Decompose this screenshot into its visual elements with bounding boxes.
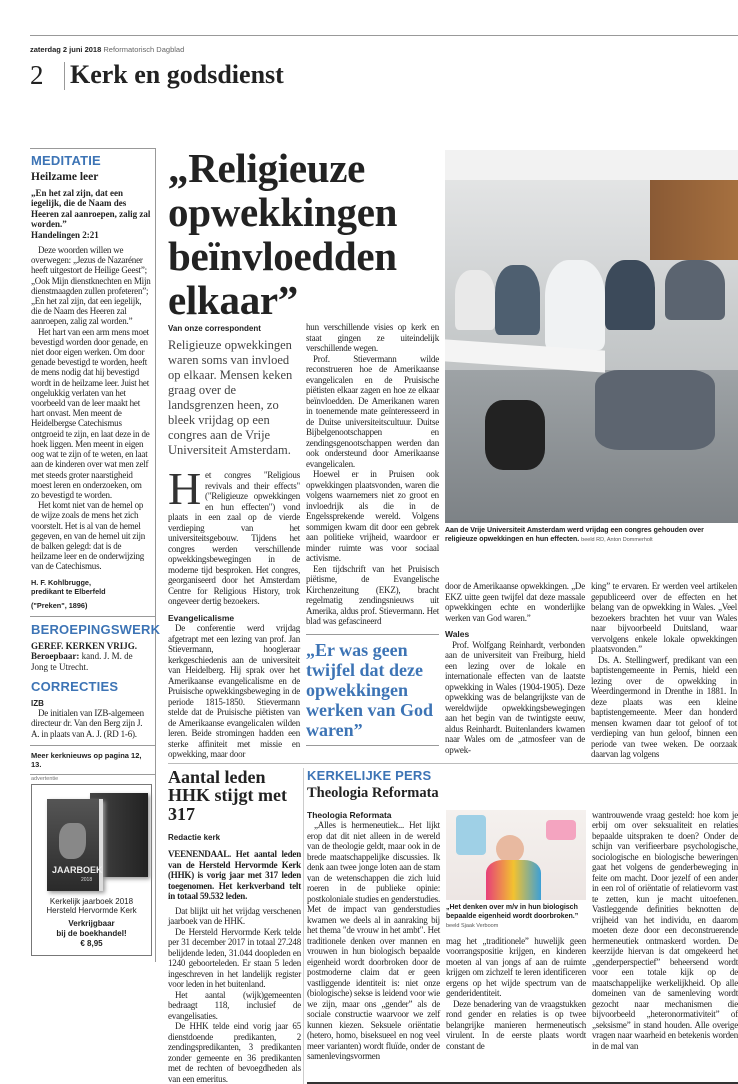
column-divider	[303, 768, 304, 1084]
subhead: Evangelicalisme	[168, 613, 300, 624]
article-column-2	[306, 322, 439, 746]
drop-cap: H	[168, 470, 201, 511]
quote-rule	[306, 634, 439, 635]
hhk-headline: Aantal leden HHK stijgt met 317	[168, 768, 301, 824]
meditatie-source: ("Preken", 1896)	[31, 601, 151, 611]
meditatie-title: Heilzame leer	[31, 171, 151, 183]
paragraph: wantrouwende vraag gesteld: hoe kom je erbij om over seksualiteit en relaties bepaalde uitspraken te doen? Onder de schijn van verifieerbare psychologische, sociologische en biologische beweringen gaat het volgens de genderbeweging in feite om macht. Door jezelf of een ander in een rol of oriëntatie of relatievorm vast te zetten, kun je macht uitoefenen. Vastleggende definities beknotten de vrijheid van het individu, en daarom moeten deze door een deconstruerende hermeneutiek ontmaskerd worden. De keerzijde hiervan is dat omgekeerd het „genderperspectief” beheersend wordt voor een totale kijk op de maatschappelijke werkelijkheid. Op alle domeinen van de samenleving wordt gezocht naar mechanismen die bijvoorbeeld „heteronormativiteit” of „seksisme” in stand houden. Alle overige vragen naar waarheid en betekenis worden in de mal van	[592, 810, 738, 1052]
byline: Van onze correspondent	[168, 324, 300, 333]
correcties-kicker: CORRECTIES	[31, 679, 151, 694]
meditatie-box	[31, 153, 151, 610]
map-icon	[59, 823, 86, 859]
correcties-subhead: IZB	[31, 699, 151, 708]
paragraph: mag het „traditionele” huwelijk geen voorrangspositie krijgen, en kinderen moeten al van jongs af aan de ruimte krijgen om zichzelf te leren identificeren ergens op het wijde spectrum van de genderidentiteit.	[446, 936, 586, 999]
paragraph: king” te ervaren. Er werden veel artikelen gepubliceerd over de effecten en het belang van de opwekking in Wales. „Veel bezoekers brachten het vuur van Wales naar bijvoorbeeld Duitsland, waar vervolgens enkele lokale opwekkingen plaatsvonden.”	[591, 581, 737, 655]
pull-quote: „Er was geen twijfel dat deze opwekkingen werken van God waren”	[306, 640, 439, 740]
paper-name: Reformatorisch Dagblad	[103, 45, 184, 54]
paragraph: Hoewel er in Pruisen ook opwekkingen plaatsvonden, waren die volgens waarnemers niet zo groot en invloedrijk als die in de Engelssprekende wereld. Volgens sommigen kwam dit door een gebrek aan politieke vrijheid, waardoor er minder ruimte was voor sociaal activisme.	[306, 469, 439, 564]
conference-photo	[445, 150, 738, 523]
beroepingswerk-box	[31, 622, 151, 739]
child-head	[496, 835, 524, 863]
meditatie-body	[31, 245, 151, 572]
correcties-text: De initialen van IZB-algemeen directeur dr. Van den Berg zijn J. A. in plaats van A. J. (RD 1-6).	[31, 708, 151, 739]
article-column-4	[591, 581, 737, 760]
pers-column-2-body	[446, 936, 586, 1052]
paragraph: De HHK telde eind vorig jaar 65 dienstdoende predikanten, 2 zendingspredikanten, 3 predikanten zonder gemeente en 36 predikanten met de rechten of bevoegdheden als van een emeritus.	[168, 1021, 301, 1084]
paragraph: et congres "Religious revivals and their effects" ("Religieuze opwekkingen en hun effecten") vond plaats in een zaal op de vierde verdieping van het universiteitsgebouw. Tijdens het congres werden verschillende opwekkingsbewegingen in de moderne tijd besproken. Het congres, georganiseerd door het Amsterdam Centre for Religious History, trok ongeveer dertig bezoekers.	[168, 470, 300, 607]
article-column-3	[445, 581, 585, 755]
photo-block	[445, 150, 737, 545]
beroepingswerk-kicker: BEROEPINGSWERK	[31, 622, 151, 637]
beroepbaar-label: Beroepbaar:	[31, 651, 79, 661]
hhk-byline: Redactie kerk	[168, 833, 301, 842]
pers-article	[307, 768, 738, 1084]
caption-text: Aan de Vrije Universiteit Amsterdam werd vrijdag een congres gehouden over religieuze opwekkingen en hun effecten.	[445, 527, 704, 543]
beroepbaar-text: kand. J. M. de Jong te Utrecht.	[31, 651, 133, 671]
paragraph: Het komt niet van de hemel op de wijze zoals de mens het zich voorstelt. Het is al van de hemel gegeven, en van de hemel uit zijn de balken gelegd: dat is de heilzame leer en de onderwijzing van de Catechismus.	[31, 500, 151, 571]
meditatie-author-role: predikant te Elberfeld	[31, 587, 151, 597]
chairs	[595, 370, 715, 450]
pers-column-2	[446, 810, 586, 1052]
person	[605, 260, 655, 330]
person	[545, 260, 605, 350]
meditatie-author: H. F. Kohlbrugge,	[31, 578, 151, 588]
ad-price: € 8,95	[32, 939, 151, 949]
caption-text: „Het denken over m/v in hun biologisch bepaalde eigenheid wordt doorbroken.”	[446, 904, 578, 920]
paragraph: Dat blijkt uit het vrijdag verschenen jaarboek van de HHK.	[168, 906, 301, 927]
ad-cta2: bij de boekhandel!	[32, 929, 151, 939]
person	[495, 265, 540, 335]
date: zaterdag 2 juni 2018	[30, 45, 101, 54]
paragraph: Deze woorden willen we overwegen: „Jezus de Nazaréner heeft uitgestort de Heilige Geest”; „Ook Mijn dienstknechten en Mijn dienstmaagden zullen profeteren”; „En het zal zijn, dat een iegelijk, die de Naam des Heeren zal aanroepen, zalig zal worden.”	[31, 245, 151, 327]
page-number: 2	[30, 59, 44, 91]
meditatie-kicker: MEDITATIE	[31, 153, 151, 168]
person	[665, 260, 725, 320]
subhead: Theologia Reformata	[307, 810, 440, 821]
paragraph: Ds. A. Stellingwerf, predikant van een baptistengemeente in Pernis, hield een lezing over de opwekking in Weerdingermond in Drenthe in 1881. In deze plaats was een kleine baptistengemeente. Meer dan honderd mensen kwamen daar tot geloof of tot verdieping van hun geloof, binnen een periode van twee weken. De oorzaak daarvan lag volgens	[591, 655, 737, 760]
paragraph: „Alles is hermeneutiek... Het lijkt erop dat dit niet alleen in de wereld van de theologie geldt, maar ook in de brede maatschappelijke discussies. Ik denk aan twee jonge loten aan de stam van de wetenschappen die zich luid roeren in de publieke opinie: postkoloniale studies en genderstudies. Met de impact van genderstudies kwamen we deels al in aanraking bij het thema "de vrouw in het ambt". Het traditionele denken over mannen en vrouwen in hun biologisch bepaalde eigenheid wordt doorbroken door de postmoderne claim dat er geen vastliggende identiteit is: niet onze (biologische) sekse is leidend voor wie we zijn, maar ons „gender” als de sociale constructie waarvoor we zelf kunnen kiezen. Seksuele oriëntatie (hetero, homo, biseksueel en nog veel meer varianten) wordt fluïde, onder de samenlevingsvormen	[307, 820, 440, 1062]
paragraph: Het aantal (wijk)gemeenten bedraagt 118, inclusief de evangelisaties.	[168, 990, 301, 1022]
article-lead: Religieuze opwekkingen waren soms van invloed op elkaar. Mensen keken graag over de landsgrenzen heen, zo bleek vrijdag op een congres aan de Vrije Universiteit Amsterdam.	[168, 338, 300, 458]
hhk-article	[168, 768, 301, 1084]
wood-wall	[650, 180, 738, 260]
book-front-image	[47, 799, 103, 891]
paragraph: Deze benadering van de vraagstukken rond gender en relaties is op twee belangrijke manieren hermeneutisch virulent. In de eerste plaats wordt constant de	[446, 999, 586, 1052]
main-area	[168, 146, 738, 1084]
main-headline: „Religieuze opwekkingen beïnvloedden elkaar”	[168, 146, 439, 322]
divider	[30, 616, 155, 617]
meditatie-quote: „En het zal zijn, dat een iegelijk, die de Naam des Heeren zal aanroepen, zalig zal worden.”	[31, 188, 151, 230]
article-column-2-body	[306, 322, 439, 627]
more-news-link[interactable]: Meer kerknieuws op pagina 12, 13.	[31, 751, 151, 769]
meditatie-reference: Handelingen 2:21	[31, 230, 151, 240]
book-title: JAARBOEK	[52, 865, 103, 875]
sidebar	[30, 148, 156, 962]
top-rule	[30, 35, 738, 36]
book-year: 2018	[81, 877, 92, 883]
ceiling	[445, 150, 738, 180]
person	[455, 270, 495, 330]
drawing	[546, 820, 576, 840]
child-body	[486, 860, 541, 900]
hhk-lead: VEENENDAAL. Het aantal leden van de Hersteld Hervormde Kerk (HHK) is vorig jaar met 317 leden toegenomen. Het kerkverband telt in totaal 59.532 leden.	[168, 849, 301, 902]
ad-line2: Hersteld Hervormde Kerk	[32, 906, 151, 916]
pers-photo-caption	[446, 903, 586, 931]
ad-line1: Kerkelijk jaarboek 2018	[32, 897, 151, 907]
photo-credit: beeld Sjaak Verboom	[446, 923, 498, 929]
ad-label: advertentie	[31, 776, 151, 782]
paragraph: hun verschillende visies op kerk en staat gingen ze uiteindelijk verschillende wegen.	[306, 322, 439, 354]
paragraph: De Hersteld Hervormde Kerk telde per 31 december 2017 in totaal 27.248 belijdende leden, 31.044 doopleden en 1240 geboorteleden. Er staan 5 leden ingeschreven in het landelijk register voor leden in het buitenland.	[168, 927, 301, 990]
dateline	[30, 45, 184, 54]
header-divider	[64, 62, 65, 90]
hhk-body	[168, 849, 301, 1084]
article-column-1	[168, 322, 300, 760]
paragraph: Prof. Stievermann wilde reconstrueren hoe de Amerikaanse evangelicalen en de Pruisische piëtisten elkaar zagen en hoe ze elkaar beïnvloedden. De Amerikanen waren in toenemende mate geïnteresseerd in de Duitse universiteitscultuur. Duitse Bijbelgenootschappen en zendingsgenootschappen werden dan ook ondersteund door Amerikaanse evangelicalen.	[306, 354, 439, 470]
bottom-section	[168, 763, 738, 1084]
paragraph: Een tijdschrift van het Pruisisch piëtisme, de Evangelische Kirchenzeitung (EKZ), bracht regelmatig zendingsnieuws uit Amerika, aldus prof. Stievermann. Het blad was gefascineerd	[306, 564, 439, 627]
article-column-1-body	[168, 470, 300, 760]
quote-rule	[306, 745, 439, 746]
pers-headline: Theologia Reformata	[307, 785, 738, 802]
pers-column-3	[592, 810, 738, 1052]
ad-cta1: Verkrijgbaar	[32, 919, 151, 929]
backpack	[485, 400, 545, 470]
paragraph: De conferentie werd vrijdag afgetrapt met een lezing van prof. Jan Stievermann, hoogleraar kerkgeschiedenis aan de universiteit van Heidelberg. Hij sprak over het Amerikaanse evangelicalisme en de Pruisische opwekkingsbeweging in de periode 1815-1850. Stievermann stelde dat de Pruisische piëtisten van de Amerikaanse evangelicalen wilden leren. Beide stromingen hadden een sterke affiniteit met missie en opwekking, maar door	[168, 623, 300, 760]
gender-photo	[446, 810, 586, 900]
subhead: Wales	[445, 629, 585, 640]
photo-caption	[445, 526, 737, 545]
advertisement[interactable]	[31, 784, 152, 956]
church-name: GEREF. KERKEN VRIJG.	[31, 641, 137, 651]
divider	[30, 774, 155, 775]
divider	[30, 745, 155, 746]
photo-credit: beeld RD, Anton Dommerholt	[581, 537, 653, 543]
pers-kicker: KERKELIJKE PERS	[307, 768, 738, 783]
paragraph: Het hart van een arm mens moet bevestigd worden door genade, en niet door eigen werken. Om door genade bevestigd te worden, heeft de mens nodig dat hij bevestigd wordt in de heilzame leer. Juist het ongelukkig verlaten van het voorbeeld van de leer maakt het hart onvast. Men meent de Heidelbergse Catechismus ontgroeid te zijn, en laat deze in de hoek liggen. Men meent in eigen oog wat te zijn of te weten, en laat aan de kinderen over wat men zelf met steeds groter naarstigheid moest leren en onderzoeken, om zo bevestigd te worden.	[31, 327, 151, 500]
drawing	[456, 815, 486, 855]
pers-column-1	[307, 810, 440, 1062]
main-article	[168, 146, 738, 760]
paragraph: door de Amerikaanse opwekkingen. „De EKZ uitte geen twijfel dat deze massale opwekkingen echte en wonderlijke werken van God waren.”	[445, 581, 585, 623]
paragraph: Prof. Wolfgang Reinhardt, verbonden aan de universiteit van Freiburg, hield een lezing over de lokale en internationale effecten van de laatste opwekking in Wales (1904-1905). Deze opwekking was de belangrijkste van de wereldwijde opwekkingsbewegingen aan het begin van de twintigste eeuw, aldus Reinhardt. Buitenlanders kwamen naar Wales om de „atmosfeer van de opwek-	[445, 640, 585, 756]
section-title: Kerk en godsdienst	[70, 59, 284, 91]
